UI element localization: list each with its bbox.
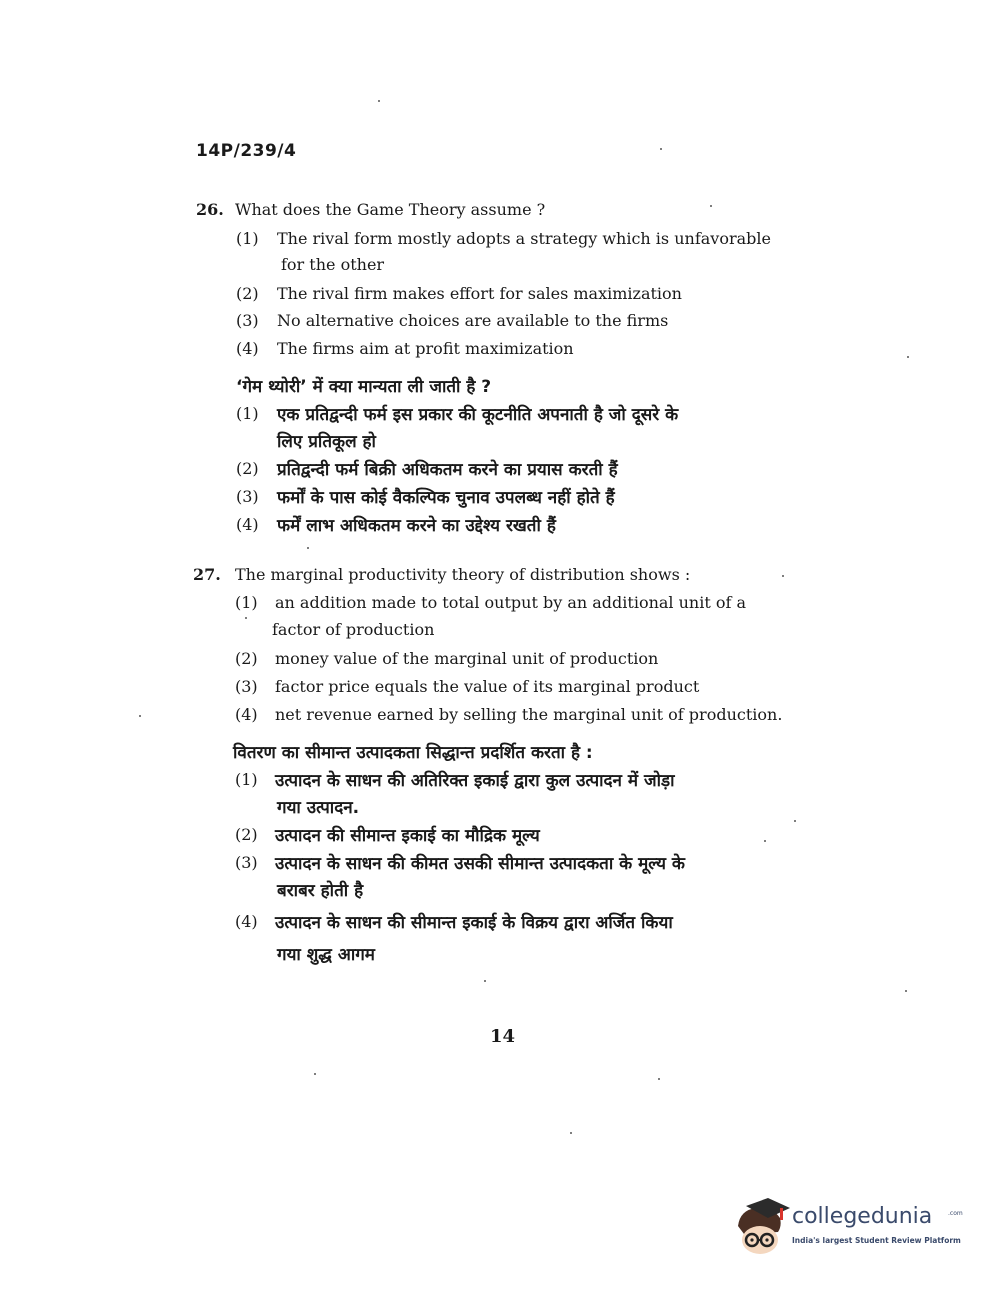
scan-speck <box>905 990 907 992</box>
q26-hi-opt2-num: (2) <box>236 459 259 478</box>
scan-speck <box>907 356 909 358</box>
q27-en-opt3: factor price equals the value of its marginal product <box>275 677 700 696</box>
q27-hi-opt1-line2: गया उत्पादन. <box>277 798 360 818</box>
q26-hi-opt3: फर्मों के पास कोई वैकल्पिक चुनाव उपलब्ध नहीं होते हैं <box>277 488 615 508</box>
q26-en-opt2: The rival firm makes effort for sales maximization <box>277 284 682 303</box>
q26-hi-opt1-line2: लिए प्रतिकूल हो <box>277 432 376 452</box>
q26-text-en: What does the Game Theory assume ? <box>235 200 546 219</box>
q26-en-opt3: No alternative choices are available to the firms <box>277 311 669 330</box>
scan-speck <box>139 715 141 717</box>
scan-speck <box>660 148 662 150</box>
q27-hi-opt3-num: (3) <box>235 853 258 872</box>
q27-hi-opt1-line1: उत्पादन के साधन की अतिरिक्त इकाई द्वारा कुल उत्पादन में जोड़ा <box>275 771 675 791</box>
q26-number: 26. <box>196 200 224 219</box>
q27-en-opt2-num: (2) <box>235 649 258 668</box>
q27-hi-opt1-num: (1) <box>235 770 258 789</box>
q27-en-opt4: net revenue earned by selling the marginal unit of production. <box>275 705 783 724</box>
q26-hi-opt1-num: (1) <box>236 404 259 423</box>
mascot-icon <box>734 1196 792 1260</box>
logo-tagline: India's largest Student Review Platform <box>792 1236 961 1245</box>
q27-en-opt1-line1: an addition made to total output by an additional unit of a <box>275 593 747 612</box>
scan-speck <box>307 547 309 549</box>
q27-hi-opt4-line2: गया शुद्ध आगम <box>277 945 375 965</box>
q27-hi-opt4-line1: उत्पादन के साधन की सीमान्त इकाई के विक्रय द्वारा अर्जित किया <box>275 913 673 933</box>
q27-en-opt1-line2: factor of production <box>272 620 435 639</box>
q27-hi-opt2: उत्पादन की सीमान्त इकाई का मौद्रिक मूल्य <box>275 826 540 846</box>
q26-hi-opt4-num: (4) <box>236 515 259 534</box>
page-number: 14 <box>490 1026 516 1047</box>
scan-speck <box>484 980 486 982</box>
scan-speck <box>764 840 766 842</box>
scan-speck <box>782 575 784 577</box>
q26-hi-opt1-line1: एक प्रतिद्वन्दी फर्म इस प्रकार की कूटनीति अपनाती है जो दूसरे के <box>277 405 679 425</box>
q27-en-opt4-num: (4) <box>235 705 258 724</box>
q27-number: 27. <box>193 565 221 584</box>
q26-en-opt1-num: (1) <box>236 229 259 248</box>
collegedunia-logo <box>734 1196 964 1260</box>
q26-en-opt1-line1: The rival form mostly adopts a strategy which is unfavorable <box>277 229 771 248</box>
scan-speck <box>378 100 380 102</box>
q27-en-opt2: money value of the marginal unit of production <box>275 649 659 668</box>
logo-domain: .com <box>948 1210 963 1217</box>
q27-text-hi: वितरण का सीमान्त उत्पादकता सिद्धान्त प्रदर्शित करता है : <box>233 743 593 763</box>
page-code: 14P/239/4 <box>196 141 297 161</box>
q26-hi-opt3-num: (3) <box>236 487 259 506</box>
q26-en-opt1-line2: for the other <box>281 255 385 274</box>
q27-en-opt3-num: (3) <box>235 677 258 696</box>
scan-speck <box>570 1132 572 1134</box>
logo-wordmark: collegedunia <box>792 1204 933 1229</box>
scan-speck <box>710 205 712 207</box>
scan-speck <box>794 820 796 822</box>
q26-en-opt2-num: (2) <box>236 284 259 303</box>
q27-hi-opt3-line2: बराबर होती है <box>277 881 364 901</box>
q27-text-en: The marginal productivity theory of distribution shows : <box>235 565 691 584</box>
q27-hi-opt2-num: (2) <box>235 825 258 844</box>
scan-speck <box>245 617 247 619</box>
q26-text-hi: ‘गेम थ्योरी’ में क्या मान्यता ली जाती है ? <box>236 377 492 397</box>
q26-en-opt4: The firms aim at profit maximization <box>277 339 574 358</box>
q27-en-opt1-num: (1) <box>235 593 258 612</box>
scan-speck <box>314 1073 316 1075</box>
q27-hi-opt3-line1: उत्पादन के साधन की कीमत उसकी सीमान्त उत्पादकता के मूल्य के <box>275 854 685 874</box>
q26-en-opt3-num: (3) <box>236 311 259 330</box>
q27-hi-opt4-num: (4) <box>235 912 258 931</box>
q26-hi-opt2: प्रतिद्वन्दी फर्म बिक्री अधिकतम करने का प्रयास करती हैं <box>277 460 618 480</box>
q26-hi-opt4: फर्में लाभ अधिकतम करने का उद्देश्य रखती हैं <box>277 516 556 536</box>
scan-speck <box>658 1078 660 1080</box>
q26-en-opt4-num: (4) <box>236 339 259 358</box>
